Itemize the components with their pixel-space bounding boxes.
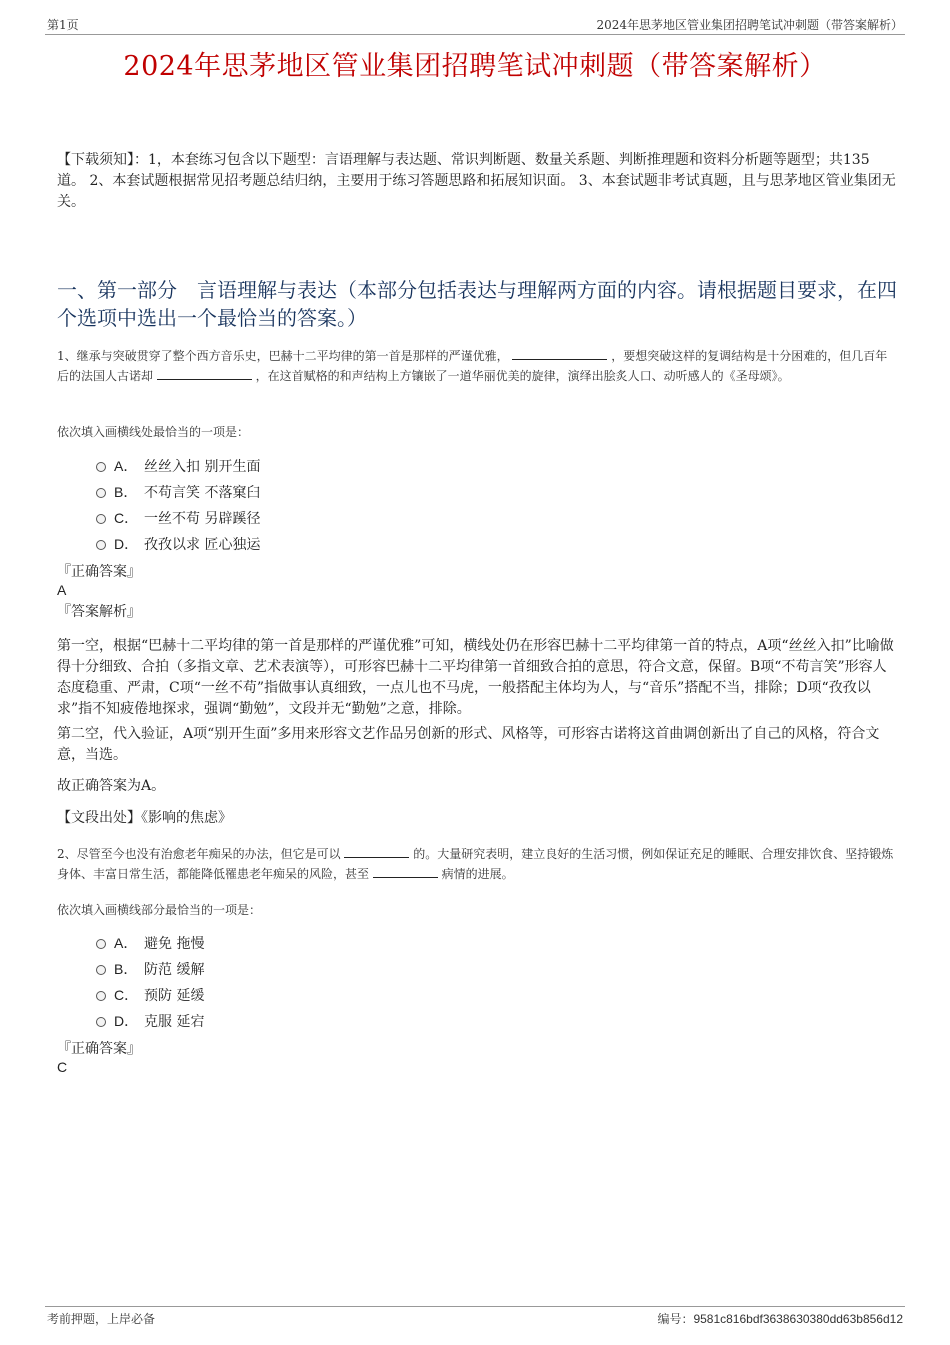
question-1-stem	[57, 346, 897, 386]
radio-icon[interactable]	[96, 1017, 106, 1027]
page-footer	[45, 1306, 905, 1327]
q1-source: 【文段出处】《影响的焦虑》	[57, 810, 232, 826]
fill-blank	[157, 367, 252, 380]
radio-icon[interactable]	[96, 939, 106, 949]
q1-answer-label: 『正确答案』	[57, 564, 141, 580]
footer-serial: 编号：9581c816bdf3638630380dd63b856d12	[657, 1312, 903, 1326]
header-doc-title: 2024年思茅地区管业集团招聘笔试冲刺题（带答案解析）	[596, 18, 903, 32]
q1-analysis-2: 第二空，代入验证，A项“别开生面”多用来形容文艺作品另创新的形式、风格等，可形容古诺将这首曲调创新出了自己的风格，符合文意，当选。	[57, 726, 880, 763]
q2-option-a[interactable]: A． 避免 拖慢	[96, 933, 204, 953]
fill-blank	[344, 845, 409, 858]
q1-analysis-1: 第一空，根据“巴赫十二平均律的第一首是那样的严谨优雅”可知，横线处仍在形容巴赫十二平均律第一首的特点，A项“丝丝入扣”比喻做得十分细致、合拍（多指文章、艺术表演等），可形容巴赫十二平均律第一首细致合拍的意思，符合文意，保留。B项“不苟言笑”形容人态度稳重、严肃，C项“一丝不苟”指做事认真细致，一点儿也不马虎，一般搭配主体均为人，与“音乐”搭配不当，排除；D项“孜孜以求”指不知疲倦地探求，强调“勤勉”，文段并无“勤勉”之意，排除。	[57, 638, 894, 717]
radio-icon[interactable]	[96, 462, 106, 472]
page-number: 第1页	[47, 18, 79, 32]
section-heading: 一、第一部分 言语理解与表达（本部分包括表达与理解两方面的内容。请根据题目要求，在四个选项中选出一个最恰当的答案。）	[57, 278, 897, 330]
q2-answer-label: 『正确答案』	[57, 1041, 141, 1057]
q1-option-d[interactable]: D． 孜孜以求 匠心独运	[96, 534, 260, 554]
radio-icon[interactable]	[96, 991, 106, 1001]
q1-answer: A	[57, 582, 67, 598]
fill-blank	[512, 347, 607, 360]
q2-prompt: 依次填入画横线部分最恰当的一项是：	[57, 903, 262, 917]
q1-option-a[interactable]: A． 丝丝入扣 别开生面	[96, 456, 260, 476]
q2-stem-part-b: 的。大量研究表明，建立良好的生活习惯，例如保证充足的睡眠、合理安排饮食、坚持锻炼身体、丰富日常生活，都能降低罹患老年痴呆的风险，甚至	[57, 847, 894, 881]
q1-stem-part-a: 1、继承与突破贯穿了整个西方音乐史，巴赫十二平均律的第一首是那样的严谨优雅，	[57, 349, 509, 363]
q1-prompt: 依次填入画横线处最恰当的一项是：	[57, 425, 250, 439]
q1-option-c[interactable]: C． 一丝不苟 另辟蹊径	[96, 508, 260, 528]
q1-stem-part-c: ，在这首赋格的和声结构上方镶嵌了一道华丽优美的旋律，演绎出脍炙人口、动听感人的《圣母颂》。	[255, 369, 790, 383]
q1-conclusion: 故正确答案为A。	[57, 778, 166, 794]
q2-stem-part-c: 病情的进展。	[441, 867, 514, 881]
q1-option-b[interactable]: B． 不苟言笑 不落窠臼	[96, 482, 260, 502]
q2-answer: C	[57, 1059, 68, 1075]
q2-option-c[interactable]: C． 预防 延缓	[96, 985, 204, 1005]
document-title: 2024年思茅地区管业集团招聘笔试冲刺题（带答案解析）	[123, 51, 827, 82]
footer-slogan: 考前押题，上岸必备	[47, 1312, 156, 1326]
q2-option-d[interactable]: D． 克服 延宕	[96, 1011, 204, 1031]
question-2-stem	[57, 844, 897, 884]
radio-icon[interactable]	[96, 965, 106, 975]
page-header	[45, 14, 905, 35]
radio-icon[interactable]	[96, 514, 106, 524]
radio-icon[interactable]	[96, 488, 106, 498]
q2-stem-part-a: 2、尽管至今也没有治愈老年痴呆的办法，但它是可以	[57, 847, 341, 861]
q1-analysis-label: 『答案解析』	[57, 604, 141, 620]
download-notice: 【下载须知】：1，本套练习包含以下题型：言语理解与表达题、常识判断题、数量关系题、判断推理题和资料分析题等题型；共135道。 2、本套试题根据常见招考题总结归纳，主要用于练习答题思路和拓展知识面。 3、本套试题非考试真题，且与思茅地区管业集团无关。	[57, 152, 896, 210]
radio-icon[interactable]	[96, 540, 106, 550]
q1-stem-part-b: ，要想突破这样的复调结构是十分困难的，但几百年后的法国人古诺却	[57, 349, 888, 383]
q2-option-b[interactable]: B． 防范 缓解	[96, 959, 204, 979]
fill-blank	[373, 865, 438, 878]
